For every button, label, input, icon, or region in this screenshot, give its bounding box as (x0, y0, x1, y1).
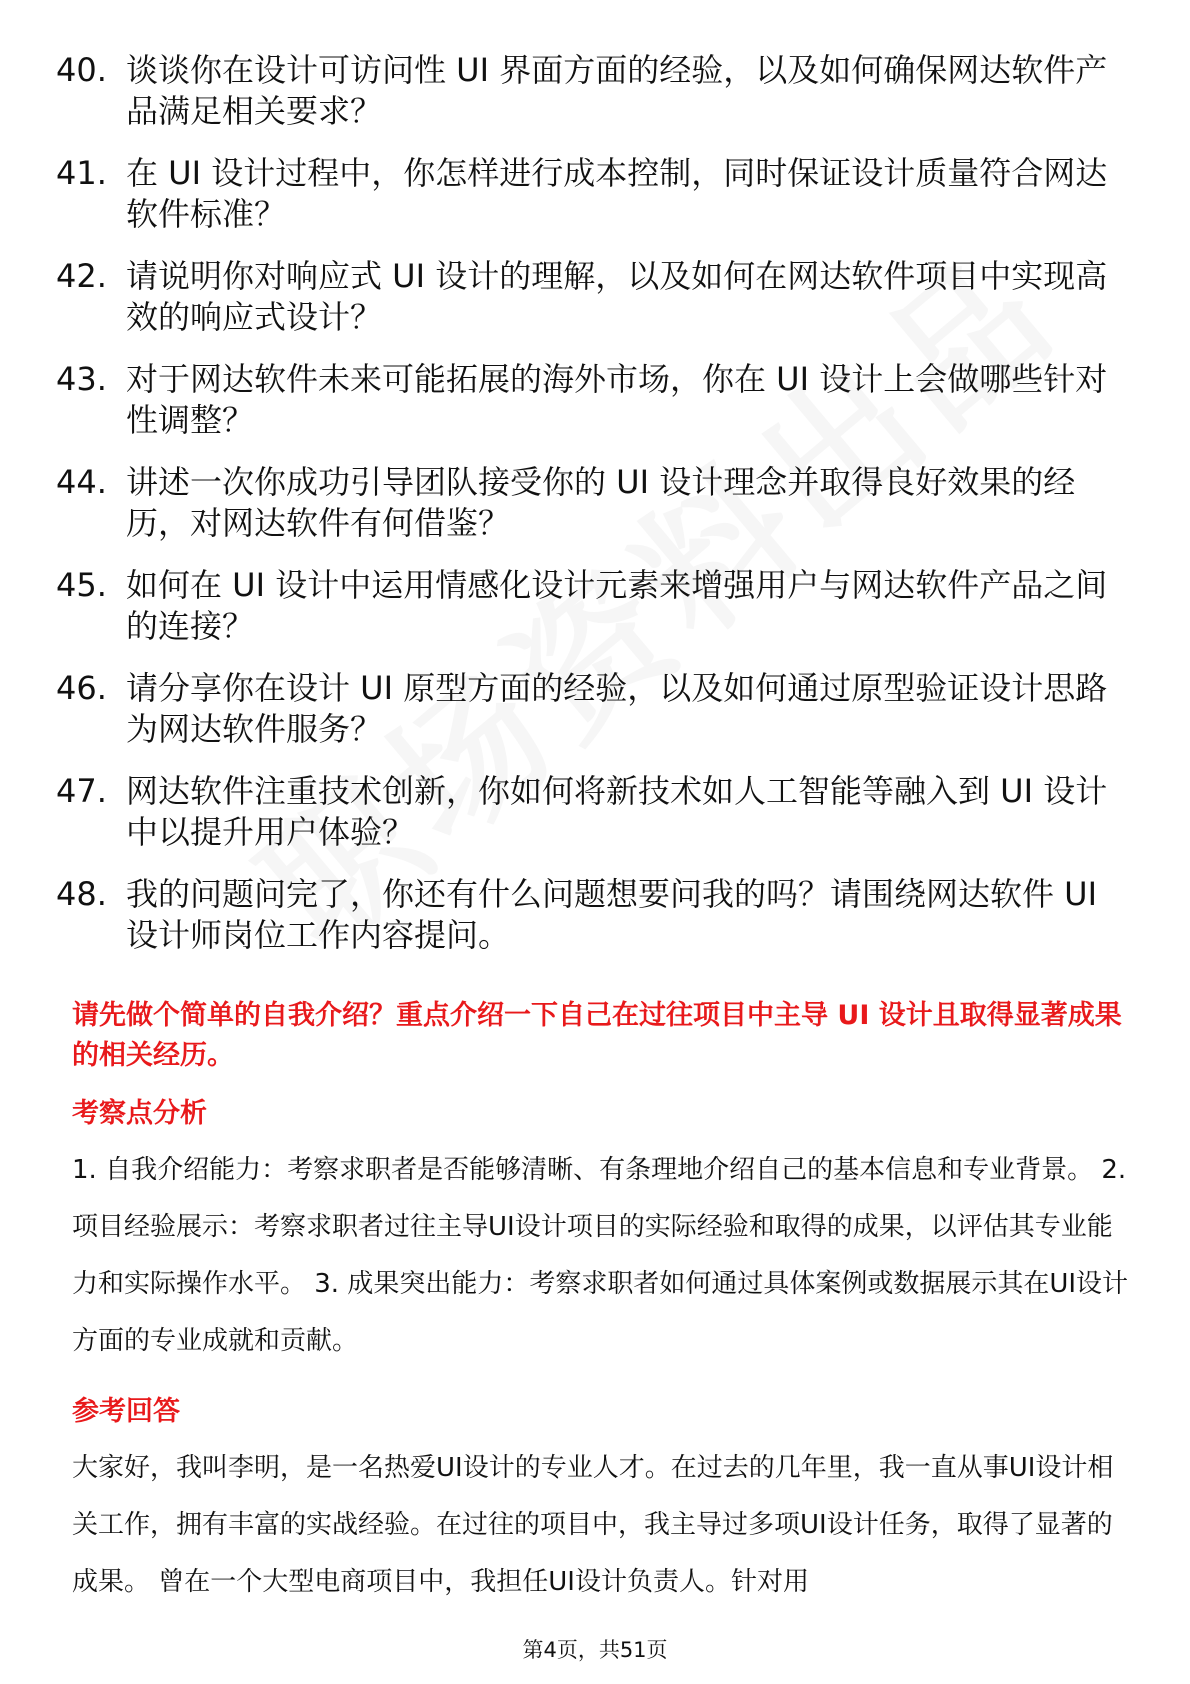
question-text: 对于网达软件未来可能拓展的海外市场，你在 UI 设计上会做哪些针对性调整？ (126, 360, 1108, 439)
question-number: 41. (56, 154, 107, 192)
list-item (56, 874, 1136, 956)
answer-text: 大家好，我叫李明，是一名热爱UI设计的专业人才。在过去的几年里，我一直从事UI设计相关工作，拥有丰富的实战经验。在过往的项目中，我主导过多项UI设计任务，取得了显著的成果。 曾在一个大型电商项目中，我担任UI设计负责人。针对用 (72, 1453, 1114, 1597)
question-number: 40. (56, 51, 107, 89)
question-text: 请分享你在设计 UI 原型方面的经验，以及如何通过原型验证设计思路为网达软件服务？ (126, 669, 1108, 748)
analysis-heading: 考察点分析 (72, 1098, 207, 1129)
list-item (56, 668, 1136, 750)
question-number: 46. (56, 669, 107, 707)
page-number: 第4页，共51页 (522, 1638, 668, 1662)
question-number: 48. (56, 875, 107, 913)
question-number: 47. (56, 772, 107, 810)
question-text: 在 UI 设计过程中，你怎样进行成本控制，同时保证设计质量符合网达软件标准？ (126, 154, 1108, 233)
question-text: 网达软件注重技术创新，你如何将新技术如人工智能等融入到 UI 设计中以提升用户体验？ (126, 772, 1108, 851)
question-list (56, 50, 1136, 977)
question-number: 42. (56, 257, 107, 295)
question-text: 如何在 UI 设计中运用情感化设计元素来增强用户与网达软件产品之间的连接？ (126, 566, 1108, 645)
list-item (56, 565, 1136, 647)
question-text: 请说明你对响应式 UI 设计的理解，以及如何在网达软件项目中实现高效的响应式设计？ (126, 257, 1108, 336)
interview-prompt: 请先做个简单的自我介绍？重点介绍一下自己在过往项目中主导 UI 设计且取得显著成果的相关经历。 (72, 1000, 1122, 1071)
list-item (56, 462, 1136, 544)
list-item (56, 256, 1136, 338)
list-item (56, 153, 1136, 235)
answer-heading: 参考回答 (72, 1396, 180, 1427)
question-text: 讲述一次你成功引导团队接受你的 UI 设计理念并取得良好效果的经历，对网达软件有何借鉴？ (126, 463, 1076, 542)
analysis-text: 1. 自我介绍能力：考察求职者是否能够清晰、有条理地介绍自己的基本信息和专业背景。 2. 项目经验展示：考察求职者过往主导UI设计项目的实际经验和取得的成果，以评估其专业能力和实际操作水平。 3. 成果突出能力：考察求职者如何通过具体案例或数据展示其在UI设计方面的专业成就和贡献。 (72, 1155, 1129, 1356)
question-text: 谈谈你在设计可访问性 UI 界面方面的经验，以及如何确保网达软件产品满足相关要求？ (126, 51, 1108, 130)
list-item (56, 359, 1136, 441)
question-number: 45. (56, 566, 107, 604)
list-item (56, 771, 1136, 853)
question-number: 43. (56, 360, 107, 398)
question-text: 我的问题问完了，你还有什么问题想要问我的吗？请围绕网达软件 UI 设计师岗位工作内容提问。 (126, 875, 1098, 954)
list-item (56, 50, 1136, 132)
question-number: 44. (56, 463, 107, 501)
